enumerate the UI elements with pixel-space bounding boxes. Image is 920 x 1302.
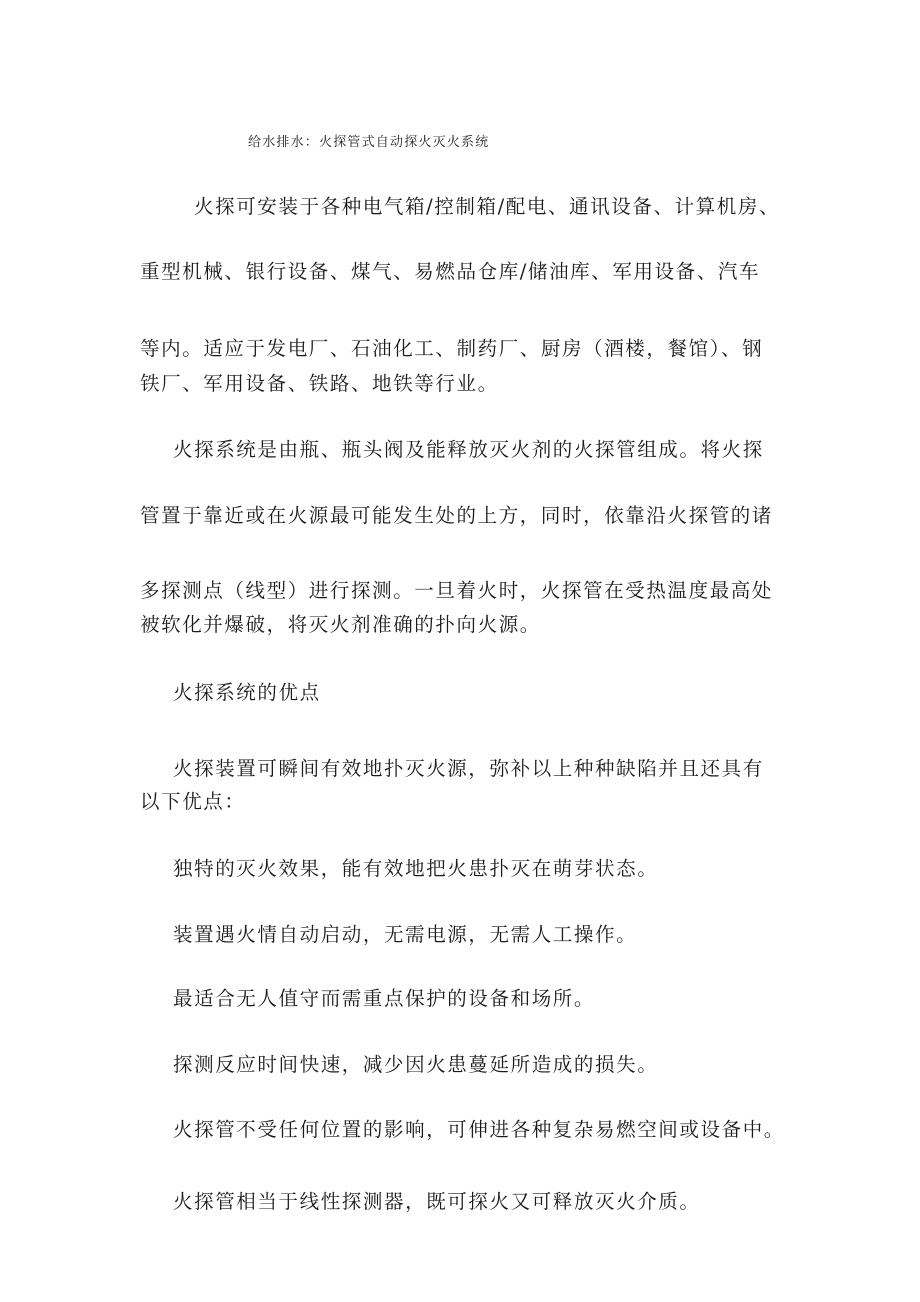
paragraph-line: 以下优点： [140,790,246,813]
page-header: 给水排水：火探管式自动探火灭火系统 [248,135,490,150]
list-item: 装置遇火情自动启动，无需电源，无需人工操作。 [173,923,638,946]
section-heading-advantages: 火探系统的优点 [173,681,321,704]
paragraph-line: 铁厂、军用设备、铁路、地铁等行业。 [140,372,499,395]
paragraph-line: 被软化并爆破，将灭火剂准确的扑向火源。 [140,613,541,636]
paragraph-line: 火探装置可瞬间有效地扑灭火源，弥补以上种种缺陷并且还具有 [173,757,764,780]
paragraph-line: 重型机械、银行设备、煤气、易燃品仓库/储油库、军用设备、汽车 [140,260,761,283]
paragraph-line: 管置于靠近或在火源最可能发生处的上方，同时，依靠沿火探管的诸 [140,504,774,527]
paragraph-line: 火探可安装于各种电气箱/控制箱/配电、通讯设备、计算机房、 [194,195,781,218]
list-item: 火探管相当于线性探测器，既可探火又可释放灭火介质。 [173,1190,701,1213]
paragraph-line: 等内。适应于发电厂、石油化工、制药厂、厨房（酒楼，餐馆）、钢 [140,337,764,360]
list-item: 探测反应时间快速，减少因火患蔓延所造成的损失。 [173,1053,659,1076]
list-item: 最适合无人值守而需重点保护的设备和场所。 [173,987,596,1010]
paragraph-line: 多探测点（线型）进行探测。一旦着火时，火探管在受热温度最高处 [140,579,774,602]
paragraph-line: 火探系统是由瓶、瓶头阀及能释放灭火剂的火探管组成。将火探 [173,438,764,461]
list-item: 火探管不受任何位置的影响，可伸进各种复杂易燃空间或设备中。 [173,1118,785,1141]
list-item: 独特的灭火效果，能有效地把火患扑灭在萌芽状态。 [173,857,659,880]
